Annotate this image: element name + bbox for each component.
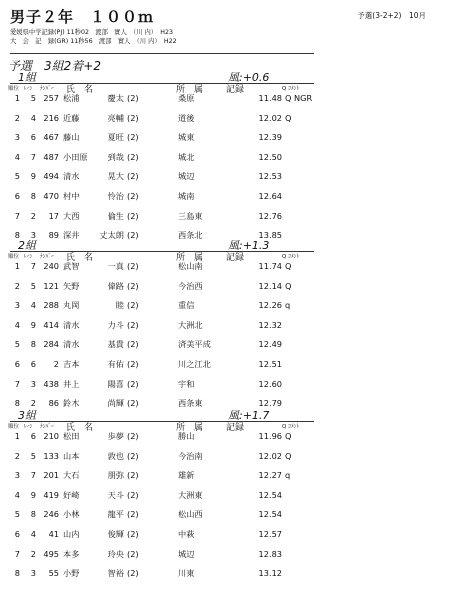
given-name: 智裕 — [107, 568, 124, 578]
place: 5 — [14, 171, 20, 181]
time: 12.50 — [258, 152, 282, 162]
col-mark: 記録 — [226, 253, 245, 263]
family-name: 村中 — [63, 191, 80, 201]
grade: (2) — [127, 113, 139, 123]
qualification: q — [285, 470, 291, 480]
family-name: 松浦 — [63, 93, 80, 103]
grade: (2) — [127, 132, 139, 142]
col-lane: ﾚｰﾝ — [24, 424, 33, 430]
school: 中萩 — [178, 529, 195, 539]
table-row — [0, 171, 450, 187]
family-name: 小田原 — [63, 152, 88, 162]
bib-number: 284 — [43, 339, 59, 349]
given-name: 龍平 — [107, 509, 124, 519]
school: 川東 — [178, 568, 195, 578]
lane: 3 — [30, 379, 36, 389]
col-team: 所 属 — [176, 253, 204, 263]
time: 12.49 — [258, 339, 282, 349]
table-row — [0, 211, 450, 227]
family-name: 近藤 — [63, 113, 80, 123]
given-name: 有佑 — [107, 359, 124, 369]
lane: 2 — [30, 398, 36, 408]
bib-number: 216 — [43, 113, 59, 123]
lane: 2 — [30, 549, 36, 559]
lane: 6 — [30, 359, 36, 369]
prefectural-record: 愛媛県中学記録(PJ) 11秒02 渡部 實人 （川 内） H23 — [10, 29, 173, 36]
qualification: Q — [285, 451, 292, 461]
col-bib: ﾅﾝﾊﾞｰ — [40, 254, 54, 260]
lane: 3 — [30, 230, 36, 240]
heat-title: 1組 — [18, 71, 36, 84]
table-row — [0, 339, 450, 355]
page-title: 男子２年 １００ｍ — [10, 8, 155, 26]
bib-number: 257 — [43, 93, 59, 103]
given-name: 一真 — [107, 261, 124, 271]
col-comment: Q ｺﾒﾝﾄ — [282, 254, 300, 260]
bib-number: 2 — [53, 359, 59, 369]
lane: 8 — [30, 509, 36, 519]
family-name: 小野 — [63, 568, 80, 578]
place: 4 — [14, 490, 20, 500]
given-name: 尚輝 — [107, 398, 124, 408]
school: 西条北 — [178, 230, 203, 240]
table-row — [0, 529, 450, 545]
bib-number: 438 — [43, 379, 59, 389]
family-name: 鈴木 — [63, 398, 80, 408]
round-title: 予選 3組2着+2 — [8, 59, 101, 73]
col-place: 順位 — [8, 254, 20, 260]
lane: 2 — [30, 211, 36, 221]
time: 12.54 — [258, 509, 282, 519]
heat-section — [0, 407, 450, 578]
bib-number: 419 — [43, 490, 59, 500]
family-name: 丸岡 — [63, 300, 80, 310]
time: 13.12 — [258, 568, 282, 578]
col-name: 氏 名 — [66, 423, 94, 433]
wind-reading: 風:+1.3 — [228, 239, 270, 252]
qualification: q — [285, 300, 291, 310]
school: 三島東 — [178, 211, 203, 221]
place: 1 — [14, 431, 20, 441]
family-name: 大石 — [63, 470, 80, 480]
family-name: 大西 — [63, 211, 80, 221]
bib-number: 41 — [48, 529, 59, 539]
time: 12.60 — [258, 379, 282, 389]
qualification: Q — [285, 113, 292, 123]
time: 12.76 — [258, 211, 282, 221]
lane: 4 — [30, 300, 36, 310]
table-row — [0, 549, 450, 565]
grade: (2) — [127, 379, 139, 389]
family-name: 松田 — [63, 431, 80, 441]
bib-number: 495 — [43, 549, 59, 559]
col-mark: 記録 — [226, 423, 245, 433]
bib-number: 17 — [48, 211, 59, 221]
lane: 5 — [30, 281, 36, 291]
lane: 3 — [30, 568, 36, 578]
bib-number: 55 — [48, 568, 59, 578]
qualification: Q — [285, 261, 292, 271]
bib-number: 133 — [43, 451, 59, 461]
bib-number: 89 — [48, 230, 59, 240]
bib-number: 414 — [43, 320, 59, 330]
table-row — [0, 113, 450, 129]
place: 6 — [14, 359, 20, 369]
time: 12.64 — [258, 191, 282, 201]
table-row — [0, 379, 450, 395]
school: 勝山 — [178, 431, 195, 441]
school: 西条東 — [178, 398, 203, 408]
place: 8 — [14, 568, 20, 578]
heat-title: 3組 — [18, 409, 36, 422]
time: 12.54 — [258, 490, 282, 500]
qualification: Q — [285, 431, 292, 441]
family-name: 好崎 — [63, 490, 80, 500]
table-row — [0, 191, 450, 207]
col-comment: Q ｺﾒﾝﾄ — [282, 424, 300, 430]
family-name: 藤山 — [63, 132, 80, 142]
given-name: 歩夢 — [107, 431, 124, 441]
table-row — [0, 431, 450, 447]
col-team: 所 属 — [176, 85, 204, 95]
lane: 4 — [30, 529, 36, 539]
heat-section — [0, 69, 450, 240]
place: 2 — [14, 281, 20, 291]
time: 12.53 — [258, 171, 282, 181]
school: 今治南 — [178, 451, 203, 461]
given-name: 夏旺 — [107, 132, 124, 142]
grade: (2) — [127, 359, 139, 369]
family-name: 矢野 — [63, 281, 80, 291]
place: 7 — [14, 379, 20, 389]
bib-number: 246 — [43, 509, 59, 519]
col-bib: ﾅﾝﾊﾞｰ — [40, 424, 54, 430]
school: 城辺 — [178, 549, 195, 559]
given-name: 敦也 — [107, 451, 124, 461]
grade: (2) — [127, 529, 139, 539]
time: 11.48 — [258, 93, 282, 103]
bib-number: 288 — [43, 300, 59, 310]
round-info: 予選(3-2+2) 10月 — [357, 11, 426, 20]
time: 12.79 — [258, 398, 282, 408]
grade: (2) — [127, 320, 139, 330]
bib-number: 210 — [43, 431, 59, 441]
heat-title: 2組 — [18, 239, 36, 252]
place: 8 — [14, 230, 20, 240]
time: 12.83 — [258, 549, 282, 559]
bib-number: 121 — [43, 281, 59, 291]
qualification: Q — [285, 281, 292, 291]
grade: (2) — [127, 490, 139, 500]
grade: (2) — [127, 549, 139, 559]
time: 12.39 — [258, 132, 282, 142]
grade: (2) — [127, 568, 139, 578]
place: 3 — [14, 470, 20, 480]
time: 12.57 — [258, 529, 282, 539]
time: 11.74 — [258, 261, 282, 271]
grade: (2) — [127, 300, 139, 310]
lane: 8 — [30, 191, 36, 201]
place: 2 — [14, 113, 20, 123]
school: 済美平成 — [178, 339, 211, 349]
grade: (2) — [127, 152, 139, 162]
bib-number: 86 — [48, 398, 59, 408]
lane: 9 — [30, 320, 36, 330]
place: 5 — [14, 339, 20, 349]
bib-number: 467 — [43, 132, 59, 142]
table-row — [0, 300, 450, 316]
table-row — [0, 509, 450, 525]
school: 城辺 — [178, 171, 195, 181]
lane: 6 — [30, 132, 36, 142]
school: 松山南 — [178, 261, 203, 271]
family-name: 井上 — [63, 379, 80, 389]
col-lane: ﾚｰﾝ — [24, 86, 33, 92]
place: 1 — [14, 93, 20, 103]
table-row — [0, 152, 450, 168]
col-place: 順位 — [8, 424, 20, 430]
table-row — [0, 281, 450, 297]
lane: 8 — [30, 339, 36, 349]
school: 川之江北 — [178, 359, 211, 369]
given-name: 偉路 — [107, 281, 124, 291]
meet-record: 大 会 記 録(GR) 11秒56 渡部 實人 （川 内） H22 — [10, 38, 177, 45]
family-name: 清水 — [63, 339, 80, 349]
col-bib: ﾅﾝﾊﾞｰ — [40, 86, 54, 92]
school: 松山西 — [178, 509, 203, 519]
table-row — [0, 490, 450, 506]
grade: (2) — [127, 211, 139, 221]
heat-section — [0, 237, 450, 408]
given-name: 基貴 — [107, 339, 124, 349]
given-name: 天斗 — [107, 490, 124, 500]
place: 6 — [14, 191, 20, 201]
place: 7 — [14, 549, 20, 559]
lane: 5 — [30, 451, 36, 461]
lane: 4 — [30, 113, 36, 123]
family-name: 清水 — [63, 171, 80, 181]
col-name: 氏 名 — [66, 253, 94, 263]
lane: 5 — [30, 93, 36, 103]
grade: (2) — [127, 451, 139, 461]
given-name: 亮輔 — [107, 113, 124, 123]
school: 雄新 — [178, 470, 195, 480]
lane: 7 — [30, 152, 36, 162]
table-row — [0, 261, 450, 277]
place: 6 — [14, 529, 20, 539]
bib-number: 240 — [43, 261, 59, 271]
qualification: Q NGR — [285, 93, 313, 103]
family-name: 山内 — [63, 529, 80, 539]
given-name: 朋弥 — [107, 470, 124, 480]
bib-number: 201 — [43, 470, 59, 480]
lane: 6 — [30, 431, 36, 441]
school: 道後 — [178, 113, 195, 123]
time: 12.51 — [258, 359, 282, 369]
school: 桑原 — [178, 93, 195, 103]
given-name: 丈太朗 — [99, 230, 124, 240]
given-name: 倫生 — [107, 211, 124, 221]
place: 5 — [14, 509, 20, 519]
family-name: 深井 — [63, 230, 80, 240]
school: 城北 — [178, 152, 195, 162]
time: 12.14 — [258, 281, 282, 291]
given-name: 玲央 — [107, 549, 124, 559]
family-name: 本多 — [63, 549, 80, 559]
bib-number: 470 — [43, 191, 59, 201]
col-team: 所 属 — [176, 423, 204, 433]
col-place: 順位 — [8, 86, 20, 92]
col-mark: 記録 — [226, 85, 245, 95]
time: 12.02 — [258, 451, 282, 461]
bib-number: 487 — [43, 152, 59, 162]
table-row — [0, 470, 450, 486]
family-name: 小林 — [63, 509, 80, 519]
table-row — [0, 568, 450, 584]
grade: (2) — [127, 339, 139, 349]
grade: (2) — [127, 93, 139, 103]
table-row — [0, 93, 450, 109]
given-name: 晃大 — [107, 171, 124, 181]
school: 大洲東 — [178, 490, 203, 500]
place: 3 — [14, 132, 20, 142]
grade: (2) — [127, 171, 139, 181]
lane: 9 — [30, 490, 36, 500]
family-name: 武智 — [63, 261, 80, 271]
time: 11.96 — [258, 431, 282, 441]
given-name: 力斗 — [107, 320, 124, 330]
family-name: 山本 — [63, 451, 80, 461]
place: 7 — [14, 211, 20, 221]
place: 4 — [14, 320, 20, 330]
grade: (2) — [127, 431, 139, 441]
school: 城南 — [178, 191, 195, 201]
time: 13.85 — [258, 230, 282, 240]
place: 3 — [14, 300, 20, 310]
place: 1 — [14, 261, 20, 271]
school: 城東 — [178, 132, 195, 142]
family-name: 清水 — [63, 320, 80, 330]
col-comment: Q ｺﾒﾝﾄ — [282, 86, 300, 92]
place: 2 — [14, 451, 20, 461]
grade: (2) — [127, 191, 139, 201]
grade: (2) — [127, 261, 139, 271]
table-row — [0, 451, 450, 467]
place: 8 — [14, 398, 20, 408]
time: 12.26 — [258, 300, 282, 310]
lane: 9 — [30, 171, 36, 181]
bib-number: 494 — [43, 171, 59, 181]
grade: (2) — [127, 230, 139, 240]
col-lane: ﾚｰﾝ — [24, 254, 33, 260]
time: 12.27 — [258, 470, 282, 480]
lane: 7 — [30, 261, 36, 271]
given-name: 俊輝 — [107, 529, 124, 539]
given-name: 慶太 — [107, 93, 124, 103]
grade: (2) — [127, 509, 139, 519]
table-row — [0, 320, 450, 336]
divider — [10, 53, 314, 54]
given-name: 怜治 — [107, 191, 124, 201]
family-name: 吉本 — [63, 359, 80, 369]
grade: (2) — [127, 470, 139, 480]
given-name: 到哉 — [107, 152, 124, 162]
school: 大洲北 — [178, 320, 203, 330]
time: 12.02 — [258, 113, 282, 123]
given-name: 陽喜 — [107, 379, 124, 389]
given-name: 睦 — [115, 300, 124, 310]
table-row — [0, 132, 450, 148]
lane: 7 — [30, 470, 36, 480]
grade: (2) — [127, 281, 139, 291]
place: 4 — [14, 152, 20, 162]
col-name: 氏 名 — [66, 85, 94, 95]
wind-reading: 風:+0.6 — [228, 71, 270, 84]
school: 宇和 — [178, 379, 195, 389]
school: 重信 — [178, 300, 195, 310]
wind-reading: 風:+1.7 — [228, 409, 270, 422]
table-row — [0, 359, 450, 375]
grade: (2) — [127, 398, 139, 408]
school: 今治西 — [178, 281, 203, 291]
time: 12.32 — [258, 320, 282, 330]
